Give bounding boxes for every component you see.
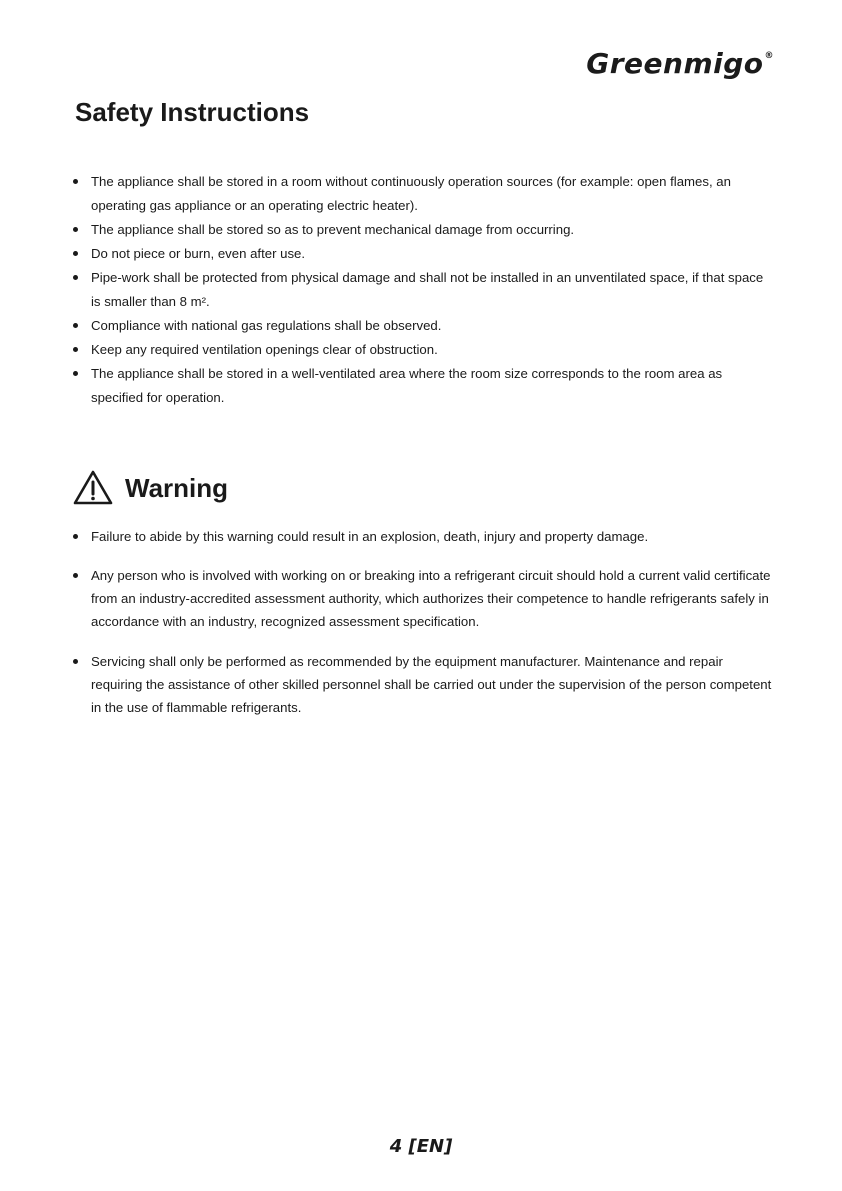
page-title: Safety Instructions — [75, 97, 310, 127]
brand-name: Greenmigo — [586, 47, 764, 80]
list-item: Keep any required ventilation openings clear of obstruction. — [70, 338, 772, 362]
warning-triangle-icon — [73, 470, 113, 506]
safety-instructions-list — [70, 170, 772, 410]
list-item: Any person who is involved with working on or breaking into a refrigerant circuit should hold a current valid certificate from an industry-accredited assessment authority, which authorizes their competence to handle refrigerants safely in accordance with an industry, recognized assessment specification. — [70, 564, 772, 633]
list-item: Compliance with national gas regulations shall be observed. — [70, 314, 772, 338]
page-number: 4 [EN] — [389, 1136, 453, 1157]
list-item: Servicing shall only be performed as recommended by the equipment manufacturer. Maintenance and repair requiring the assistance of other skilled personnel shall be carried out under the supervision of the person competent in the use of flammable refrigerants. — [70, 650, 772, 719]
brand-logo — [586, 47, 774, 80]
registered-mark: ® — [764, 51, 774, 61]
list-item: The appliance shall be stored in a room without continuously operation sources (for example: open flames, an operating gas appliance or an operating electric heater). — [70, 170, 772, 218]
warning-title: Warning — [125, 472, 229, 503]
list-item: The appliance shall be stored so as to prevent mechanical damage from occurring. — [70, 218, 772, 242]
warning-list — [70, 525, 772, 719]
list-item: Pipe-work shall be protected from physical damage and shall not be installed in an unventilated space, if that space is smaller than 8 m². — [70, 266, 772, 314]
list-item: Do not piece or burn, even after use. — [70, 242, 772, 266]
list-item: Failure to abide by this warning could result in an explosion, death, injury and property damage. — [70, 525, 772, 548]
warning-heading — [73, 470, 228, 506]
list-item: The appliance shall be stored in a well-ventilated area where the room size corresponds to the room area as specified for operation. — [70, 362, 772, 410]
